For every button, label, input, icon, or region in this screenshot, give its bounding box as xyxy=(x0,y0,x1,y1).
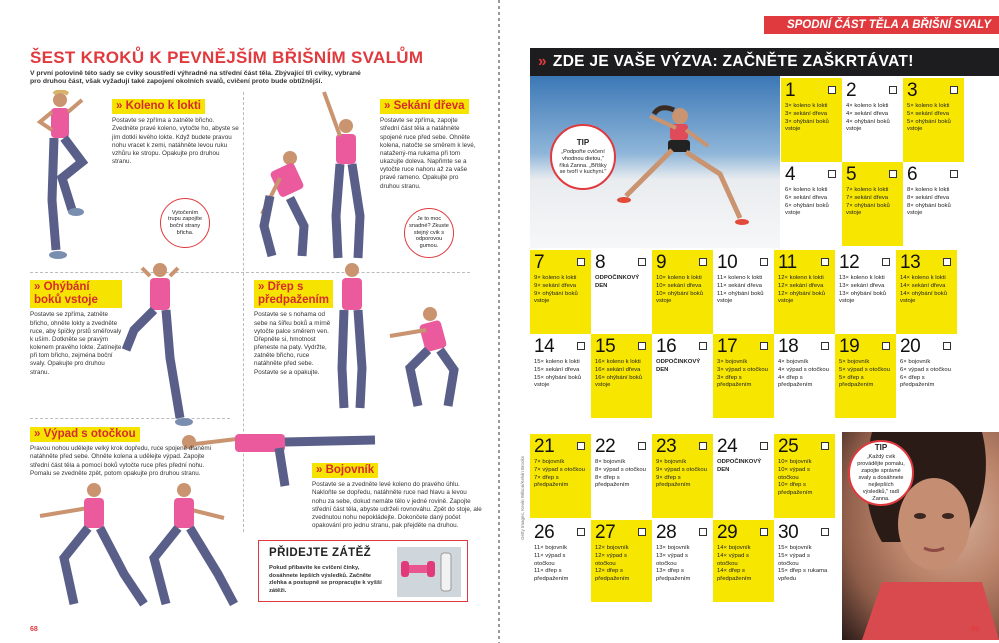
day-number: 12 xyxy=(839,252,860,273)
day-workout: 10× koleno k lokti 10× sekání dřeva 10× ohýbání boků vstoje xyxy=(656,275,704,305)
tip-bubble: Vytočením trupu zapojíte boční strany břicha. xyxy=(160,198,210,248)
day-number: 14 xyxy=(534,336,555,357)
checkbox-icon[interactable] xyxy=(577,528,585,536)
checkbox-icon[interactable] xyxy=(943,342,951,350)
calendar-day xyxy=(713,434,774,518)
day-number: 19 xyxy=(839,336,860,357)
exercise-warrior xyxy=(312,460,482,530)
calendar-day xyxy=(774,434,835,518)
day-number: 8 xyxy=(595,252,606,273)
day-number: 27 xyxy=(595,522,616,543)
exercise-text: Postavte se s nohama od sebe na šířku boků a mírně vytočte palce směrem ven. Dřepněte si, hmotnost přeneste na paty. Vydržte, zatněte břicho, ruce natáhněte před sebe. Postavte se a opakujte. xyxy=(254,311,331,376)
calendar-day xyxy=(530,434,591,518)
day-workout: 11× bojovník 11× výpad s otočkou 11× dřep s předpažením xyxy=(534,545,569,583)
day-workout: 12× koleno k lokti 12× sekání dřeva 12× ohýbání boků vstoje xyxy=(778,275,826,305)
day-number: 16 xyxy=(656,336,677,357)
checkbox-icon[interactable] xyxy=(821,342,829,350)
exercise-title: » Ohýbání boků vstoje xyxy=(30,280,122,308)
checkbox-icon[interactable] xyxy=(577,258,585,266)
day-number: 10 xyxy=(717,252,738,273)
calendar-day xyxy=(591,250,652,334)
checkbox-icon[interactable] xyxy=(638,258,646,266)
day-workout: 8× bojovník 8× výpad s otočkou 8× dřep s předpažením xyxy=(595,459,646,489)
day-number: 20 xyxy=(900,336,921,357)
day-workout: 16× koleno k lokti 16× sekání dřeva 16× ohýbání boků vstoje xyxy=(595,359,643,389)
day-number: 2 xyxy=(846,80,857,101)
checkbox-icon[interactable] xyxy=(821,442,829,450)
calendar-day xyxy=(842,162,903,246)
checkbox-icon[interactable] xyxy=(943,258,951,266)
day-workout: 9× bojovník 9× výpad s otočkou 9× dřep s předpažením xyxy=(656,459,707,489)
day-workout: 6× bojovník 6× výpad s otočkou 6× dřep s předpažením xyxy=(900,359,951,389)
boxout-title: PŘIDEJTE ZÁTĚŽ xyxy=(269,547,372,559)
tip-text: „Každý cvik provádějte pomalu, zapojte správné svaly a dosáhnete nejlepších výsledků," radí Zanna. xyxy=(857,454,905,502)
checkbox-icon[interactable] xyxy=(638,528,646,536)
exercise-title: » Výpad s otočkou xyxy=(30,427,140,442)
checkbox-icon[interactable] xyxy=(699,342,707,350)
day-workout: ODPOČINKOVÝ DEN xyxy=(656,359,701,373)
calendar-day xyxy=(896,334,957,418)
figure-standing-hip-bend xyxy=(120,258,210,428)
boxout-text: Pokud přibavíte ke cvičení činky, dosáhnete lepších výsledků. Začněte zlehka a postupně se propracujte k vyšší zátěži. xyxy=(269,565,382,594)
day-number: 5 xyxy=(846,164,857,185)
page-number: 69 xyxy=(971,626,979,633)
exercise-wood-chop xyxy=(380,96,478,191)
day-workout: ODPOČINKOVÝ DEN xyxy=(717,459,762,473)
calendar-day xyxy=(530,334,591,418)
figure-wood-chop xyxy=(250,86,380,266)
day-number: 23 xyxy=(656,436,677,457)
day-workout: 14× bojovník 14× výpad s otočkou 14× dřep s předpažením xyxy=(717,545,752,583)
calendar-day xyxy=(713,334,774,418)
day-number: 15 xyxy=(595,336,616,357)
checkbox-icon[interactable] xyxy=(760,442,768,450)
exercise-text: Postavte se zpříma a zatněte břicho. Zvedněte pravé koleno, vytočte ho, abyste se jím dotkli levého lokte. Když budete pravou nohu vracet k zemi, natáhněte levou ruku vzhůru ke stropu. Opakujte pro druhou stranu. xyxy=(112,117,239,166)
day-number: 28 xyxy=(656,522,677,543)
day-workout: 15× bojovník 15× výpad s otočkou 15× dřep s rukama vpředu xyxy=(778,545,828,583)
right-page xyxy=(500,0,999,643)
photo-credit: Getty Images, Kevin Wilson/Kelvin Brooks xyxy=(520,455,525,540)
dumbbells-icon xyxy=(397,547,461,597)
calendar-day xyxy=(652,434,713,518)
exercise-title: » Dřep s předpažením xyxy=(254,280,333,308)
day-workout: 12× bojovník 12× výpad s otočkou 12× dřep s předpažením xyxy=(595,545,630,583)
calendar-day xyxy=(903,78,964,162)
calendar-day xyxy=(774,250,835,334)
day-workout: 8× koleno k lokti 8× sekání dřeva 8× ohýbání boků vstoje xyxy=(907,187,951,217)
checkbox-icon[interactable] xyxy=(828,86,836,94)
intro-text: V první polovině této sady se cviky soustředí výhradně na střední část těla. Zbývající tři cviky, vybrané pro druhou část, však vyžadují také zapojení okolních svalů, cvičení proto bude obtížnější. xyxy=(30,70,361,86)
calendar-day xyxy=(713,520,774,602)
day-number: 9 xyxy=(656,252,667,273)
calendar-day xyxy=(774,520,835,602)
checkbox-icon[interactable] xyxy=(638,442,646,450)
checkbox-icon[interactable] xyxy=(821,258,829,266)
checkbox-icon[interactable] xyxy=(821,528,829,536)
day-workout: 3× koleno k lokti 3× sekání dřeva 3× ohýbání boků vstoje xyxy=(785,103,829,133)
day-number: 3 xyxy=(907,80,918,101)
checkbox-icon[interactable] xyxy=(577,442,585,450)
day-workout: 5× koleno k lokti 5× sekání dřeva 5× ohýbání boků vstoje xyxy=(907,103,951,133)
day-workout: 7× koleno k lokti 7× sekání dřeva 7× ohýbání boků vstoje xyxy=(846,187,890,217)
calendar-day xyxy=(835,334,896,418)
tip-heading: TIP xyxy=(874,443,888,453)
calendar-day xyxy=(896,250,957,334)
page-title: ŠEST KROKŮ K PEVNĚJŠÍM BŘIŠNÍM SVALŮM xyxy=(30,48,424,67)
checkbox-icon[interactable] xyxy=(889,170,897,178)
day-number: 22 xyxy=(595,436,616,457)
day-workout: ODPOČINKOVÝ DEN xyxy=(595,275,640,289)
calendar-day xyxy=(652,250,713,334)
day-number: 26 xyxy=(534,522,555,543)
checkbox-icon[interactable] xyxy=(950,86,958,94)
calendar-day xyxy=(530,250,591,334)
calendar-day xyxy=(774,334,835,418)
exercise-text: Pravou nohou udělejte velký krok dopředu, ruce spojené dlaněmi natáhněte před sebe. Ohněte kolena a udělejte výpad. Zapojte střední část těla a pomocí boků vytočte ruce přes přední nohu. Pomalu se zvedněte zpět, potom opakujte pro druhou stranu. xyxy=(30,445,211,477)
left-page xyxy=(0,0,498,643)
exercise-title: » Bojovník xyxy=(312,463,378,478)
calendar-day xyxy=(842,78,903,162)
figure-lunge-twist xyxy=(34,478,244,618)
banner-text: ZDE JE VAŠE VÝZVA: ZAČNĚTE ZAŠKRTÁVAT! xyxy=(552,53,914,70)
day-workout: 6× koleno k lokti 6× sekání dřeva 6× ohýbání boků vstoje xyxy=(785,187,829,217)
exercise-squat-reach xyxy=(254,280,332,377)
tip-heading: TIP xyxy=(576,137,590,147)
day-workout: 10× bojovník 10× výpad s otočkou 10× dřep s předpažením xyxy=(778,459,813,497)
chevron-icon: » xyxy=(538,53,547,70)
checkbox-icon[interactable] xyxy=(828,170,836,178)
exercise-title: » Koleno k lokti xyxy=(112,99,205,114)
day-workout: 13× koleno k lokti 13× sekání dřeva 13× ohýbání boků vstoje xyxy=(839,275,887,305)
page-number: 68 xyxy=(30,626,38,633)
tip-text: „Podpořte cvičení vhodnou dietou," říká Zanna. „Bříšky se tvoří v kuchyni." xyxy=(559,148,607,176)
calendar-day xyxy=(591,520,652,602)
day-number: 17 xyxy=(717,336,738,357)
day-workout: 15× koleno k lokti 15× sekání dřeva 15× ohýbání boků vstoje xyxy=(534,359,582,389)
day-workout: 4× koleno k lokti 4× sekání dřeva 4× ohýbání boků vstoje xyxy=(846,103,890,133)
section-tag: SPODNÍ ČÁST TĚLA A BŘIŠNÍ SVALY xyxy=(764,16,999,34)
day-workout: 5× bojovník 5× výpad s otočkou 5× dřep s předpažením xyxy=(839,359,890,389)
checkbox-icon[interactable] xyxy=(882,258,890,266)
checkbox-icon[interactable] xyxy=(760,342,768,350)
day-number: 21 xyxy=(534,436,555,457)
tip-bubble-diet xyxy=(550,124,616,190)
day-workout: 9× koleno k lokti 9× sekání dřeva 9× ohýbání boků vstoje xyxy=(534,275,578,305)
day-number: 6 xyxy=(907,164,918,185)
day-workout: 3× bojovník 3× výpad s otočkou 3× dřep s předpažením xyxy=(717,359,768,389)
checkbox-icon[interactable] xyxy=(882,342,890,350)
calendar-day xyxy=(781,162,842,246)
figure-squat-reach xyxy=(330,258,470,418)
day-number: 25 xyxy=(778,436,799,457)
day-workout: 7× bojovník 7× výpad s otočkou 7× dřep s předpažením xyxy=(534,459,585,489)
exercise-lunge-twist xyxy=(30,424,218,478)
tip-bubble-slow xyxy=(848,440,914,506)
checkbox-icon[interactable] xyxy=(699,258,707,266)
calendar-day xyxy=(835,250,896,334)
calendar-day xyxy=(591,434,652,518)
day-number: 18 xyxy=(778,336,799,357)
calendar-day xyxy=(591,334,652,418)
exercise-text: Postavte se zpříma, zatněte břicho, ohněte lokty a zvedněte ruce, aby špičky prstů směřovaly k uším. Dotkněte se pravým kolenem pravého lokte. Zatínejte při tom břicho, zejména boční svaly. Opakujte pro druhou stranu. xyxy=(30,311,122,376)
calendar-day xyxy=(713,250,774,334)
checkbox-icon[interactable] xyxy=(699,442,707,450)
day-number: 1 xyxy=(785,80,796,101)
day-workout: 14× koleno k lokti 14× sekání dřeva 14× ohýbání boků vstoje xyxy=(900,275,948,305)
checkbox-icon[interactable] xyxy=(699,528,707,536)
checkbox-icon[interactable] xyxy=(760,528,768,536)
add-weight-boxout xyxy=(258,540,468,602)
day-number: 29 xyxy=(717,522,738,543)
challenge-banner xyxy=(530,48,999,76)
calendar-day xyxy=(652,520,713,602)
day-workout: 4× bojovník 4× výpad s otočkou 4× dřep s předpažením xyxy=(778,359,829,389)
checkbox-icon[interactable] xyxy=(638,342,646,350)
day-number: 24 xyxy=(717,436,738,457)
figure-knee-to-elbow xyxy=(32,90,112,265)
exercise-standing-hip-bend xyxy=(30,280,122,377)
day-number: 7 xyxy=(534,252,545,273)
day-number: 4 xyxy=(785,164,796,185)
day-number: 11 xyxy=(778,252,797,273)
calendar-day xyxy=(530,520,591,602)
exercise-text: Postavte se zpříma, zapojte střední část těla a natáhněte spojené ruce před sebe. Ohněte kolena, natočte se směrem k levé, natažený-ma rukama při tom ukazujte doleva. Napřimte se a vytočte ruce nahoru až za vaše pravé rameno. Opakujte pro druhou stranu. xyxy=(380,117,476,190)
day-number: 30 xyxy=(778,522,799,543)
exercise-text: Postavte se a zvedněte levé koleno do pravého úhlu. Nakloňte se dopředu, natáhněte ruce nad hlavu a levou nohu za sebe, dokud nemáte tělo v jedné rovině. Zapojte střední část těla, abyste udrželi rovnováhu. Zpět do stoje, ale zvednutou nohu nepokládejte. Dokončete daný počet opakování pro jednu stranu, pak přejděte na druhou. xyxy=(312,481,482,530)
checkbox-icon[interactable] xyxy=(889,86,897,94)
calendar-day xyxy=(781,78,842,162)
calendar-day xyxy=(903,162,964,246)
exercise-knee-to-elbow xyxy=(112,96,240,166)
day-workout: 11× koleno k lokti 11× sekání dřeva 11× ohýbání boků vstoje xyxy=(717,275,764,305)
day-number: 13 xyxy=(900,252,921,273)
exercise-title: » Sekání dřeva xyxy=(380,99,469,114)
checkbox-icon[interactable] xyxy=(577,342,585,350)
checkbox-icon[interactable] xyxy=(950,170,958,178)
day-workout: 13× bojovník 13× výpad s otočkou 13× dřep s předpažením xyxy=(656,545,691,583)
calendar-day xyxy=(652,334,713,418)
tip-bubble: Je to moc snadné? Zkuste stejný cvik s odporovou gumou. xyxy=(404,208,454,258)
checkbox-icon[interactable] xyxy=(760,258,768,266)
